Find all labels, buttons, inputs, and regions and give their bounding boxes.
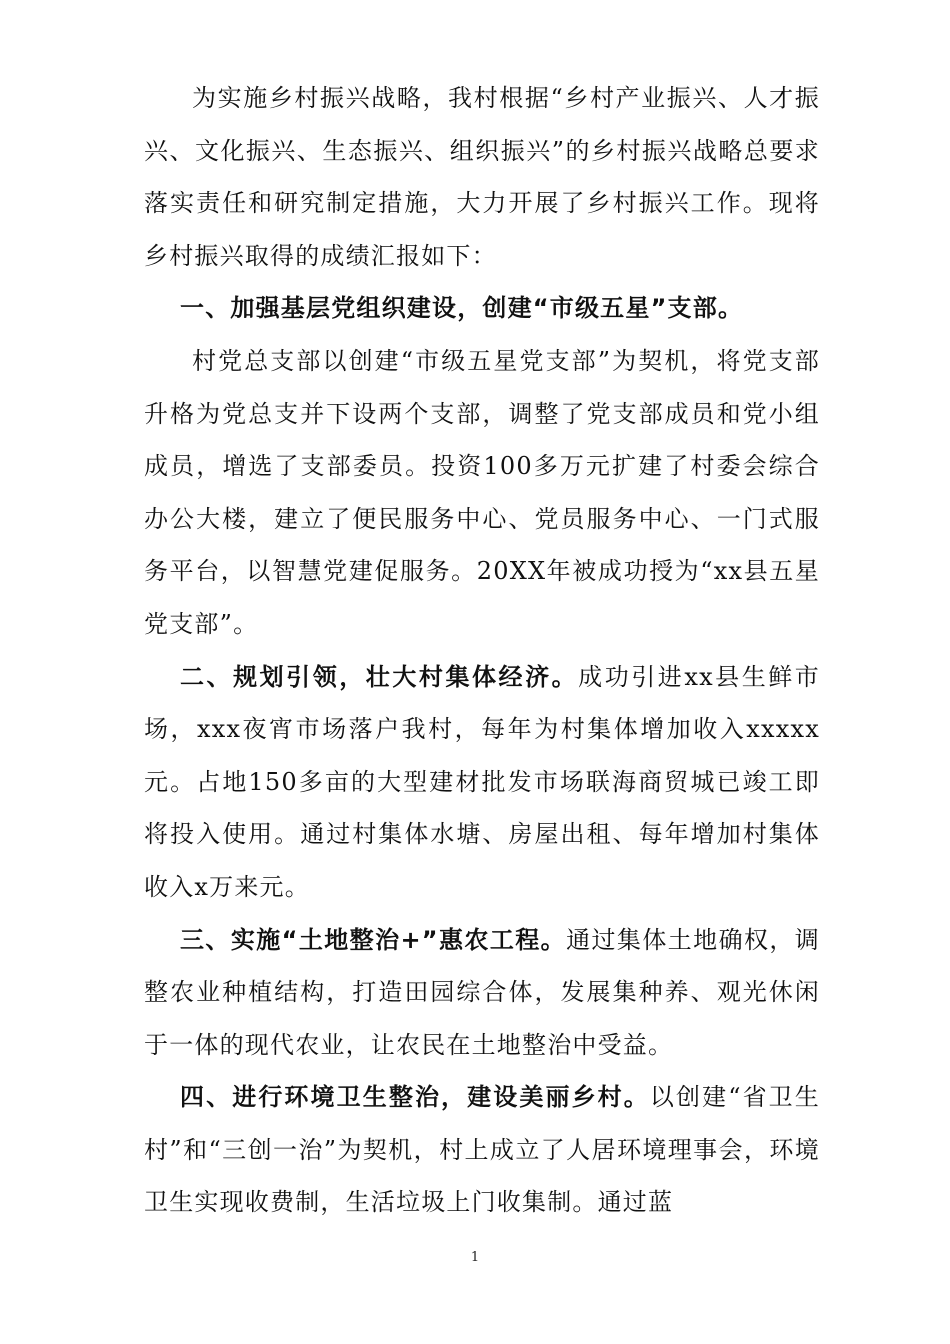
section-3-paragraph <box>144 914 820 1072</box>
section-2-paragraph <box>144 651 820 914</box>
section-2-body: 成功引进xx县生鲜市场，xxx夜宵市场落户我村，每年为村集体增加收入xxxxx元。占地150多亩的大型建材批发市场联海商贸城已竣工即将投入使用。通过村集体水塘、房屋出租、每年增加村集体收入x万来元。 <box>144 662 820 901</box>
section-4-paragraph <box>144 1071 820 1229</box>
document-body <box>144 72 820 1229</box>
section-2-heading: 二、规划引领，壮大村集体经济。 <box>180 662 579 691</box>
section-3-heading: 三、实施“土地整治+”惠农工程。 <box>180 925 567 954</box>
page-number: 1 <box>470 1250 480 1265</box>
intro-paragraph: 为实施乡村振兴战略，我村根据“乡村产业振兴、人才振兴、文化振兴、生态振兴、组织振兴”的乡村振兴战略总要求落实责任和研究制定措施，大力开展了乡村振兴工作。现将乡村振兴取得的成绩汇报如下： <box>144 84 820 270</box>
section-4-heading: 四、进行环境卫生整治，建设美丽乡村。 <box>180 1083 650 1112</box>
section-1-heading: 一、加强基层党组织建设，创建“市级五星”支部。 <box>180 294 744 323</box>
section-3-body: 通过集体土地确权，调整农业种植结构，打造田园综合体，发展集种养、观光休闲于一体的现代农业，让农民在土地整治中受益。 <box>144 925 821 1059</box>
section-1-body: 村党总支部以创建“市级五星党支部”为契机，将党支部升格为党总支并下设两个支部，调整了党支部成员和党小组成员，增选了支部委员。投资100多万元扩建了村委会综合办公大楼，建立了便民服务中心、党员服务中心、一门式服务平台，以智慧党建促服务。20XX年被成功授为“xx县五星党支部”。 <box>144 346 820 638</box>
section-4-body: 以创建“省卫生村”和“三创一治”为契机，村上成立了人居环境理事会，环境卫生实现收费制，生活垃圾上门收集制。通过蓝 <box>144 1083 820 1217</box>
